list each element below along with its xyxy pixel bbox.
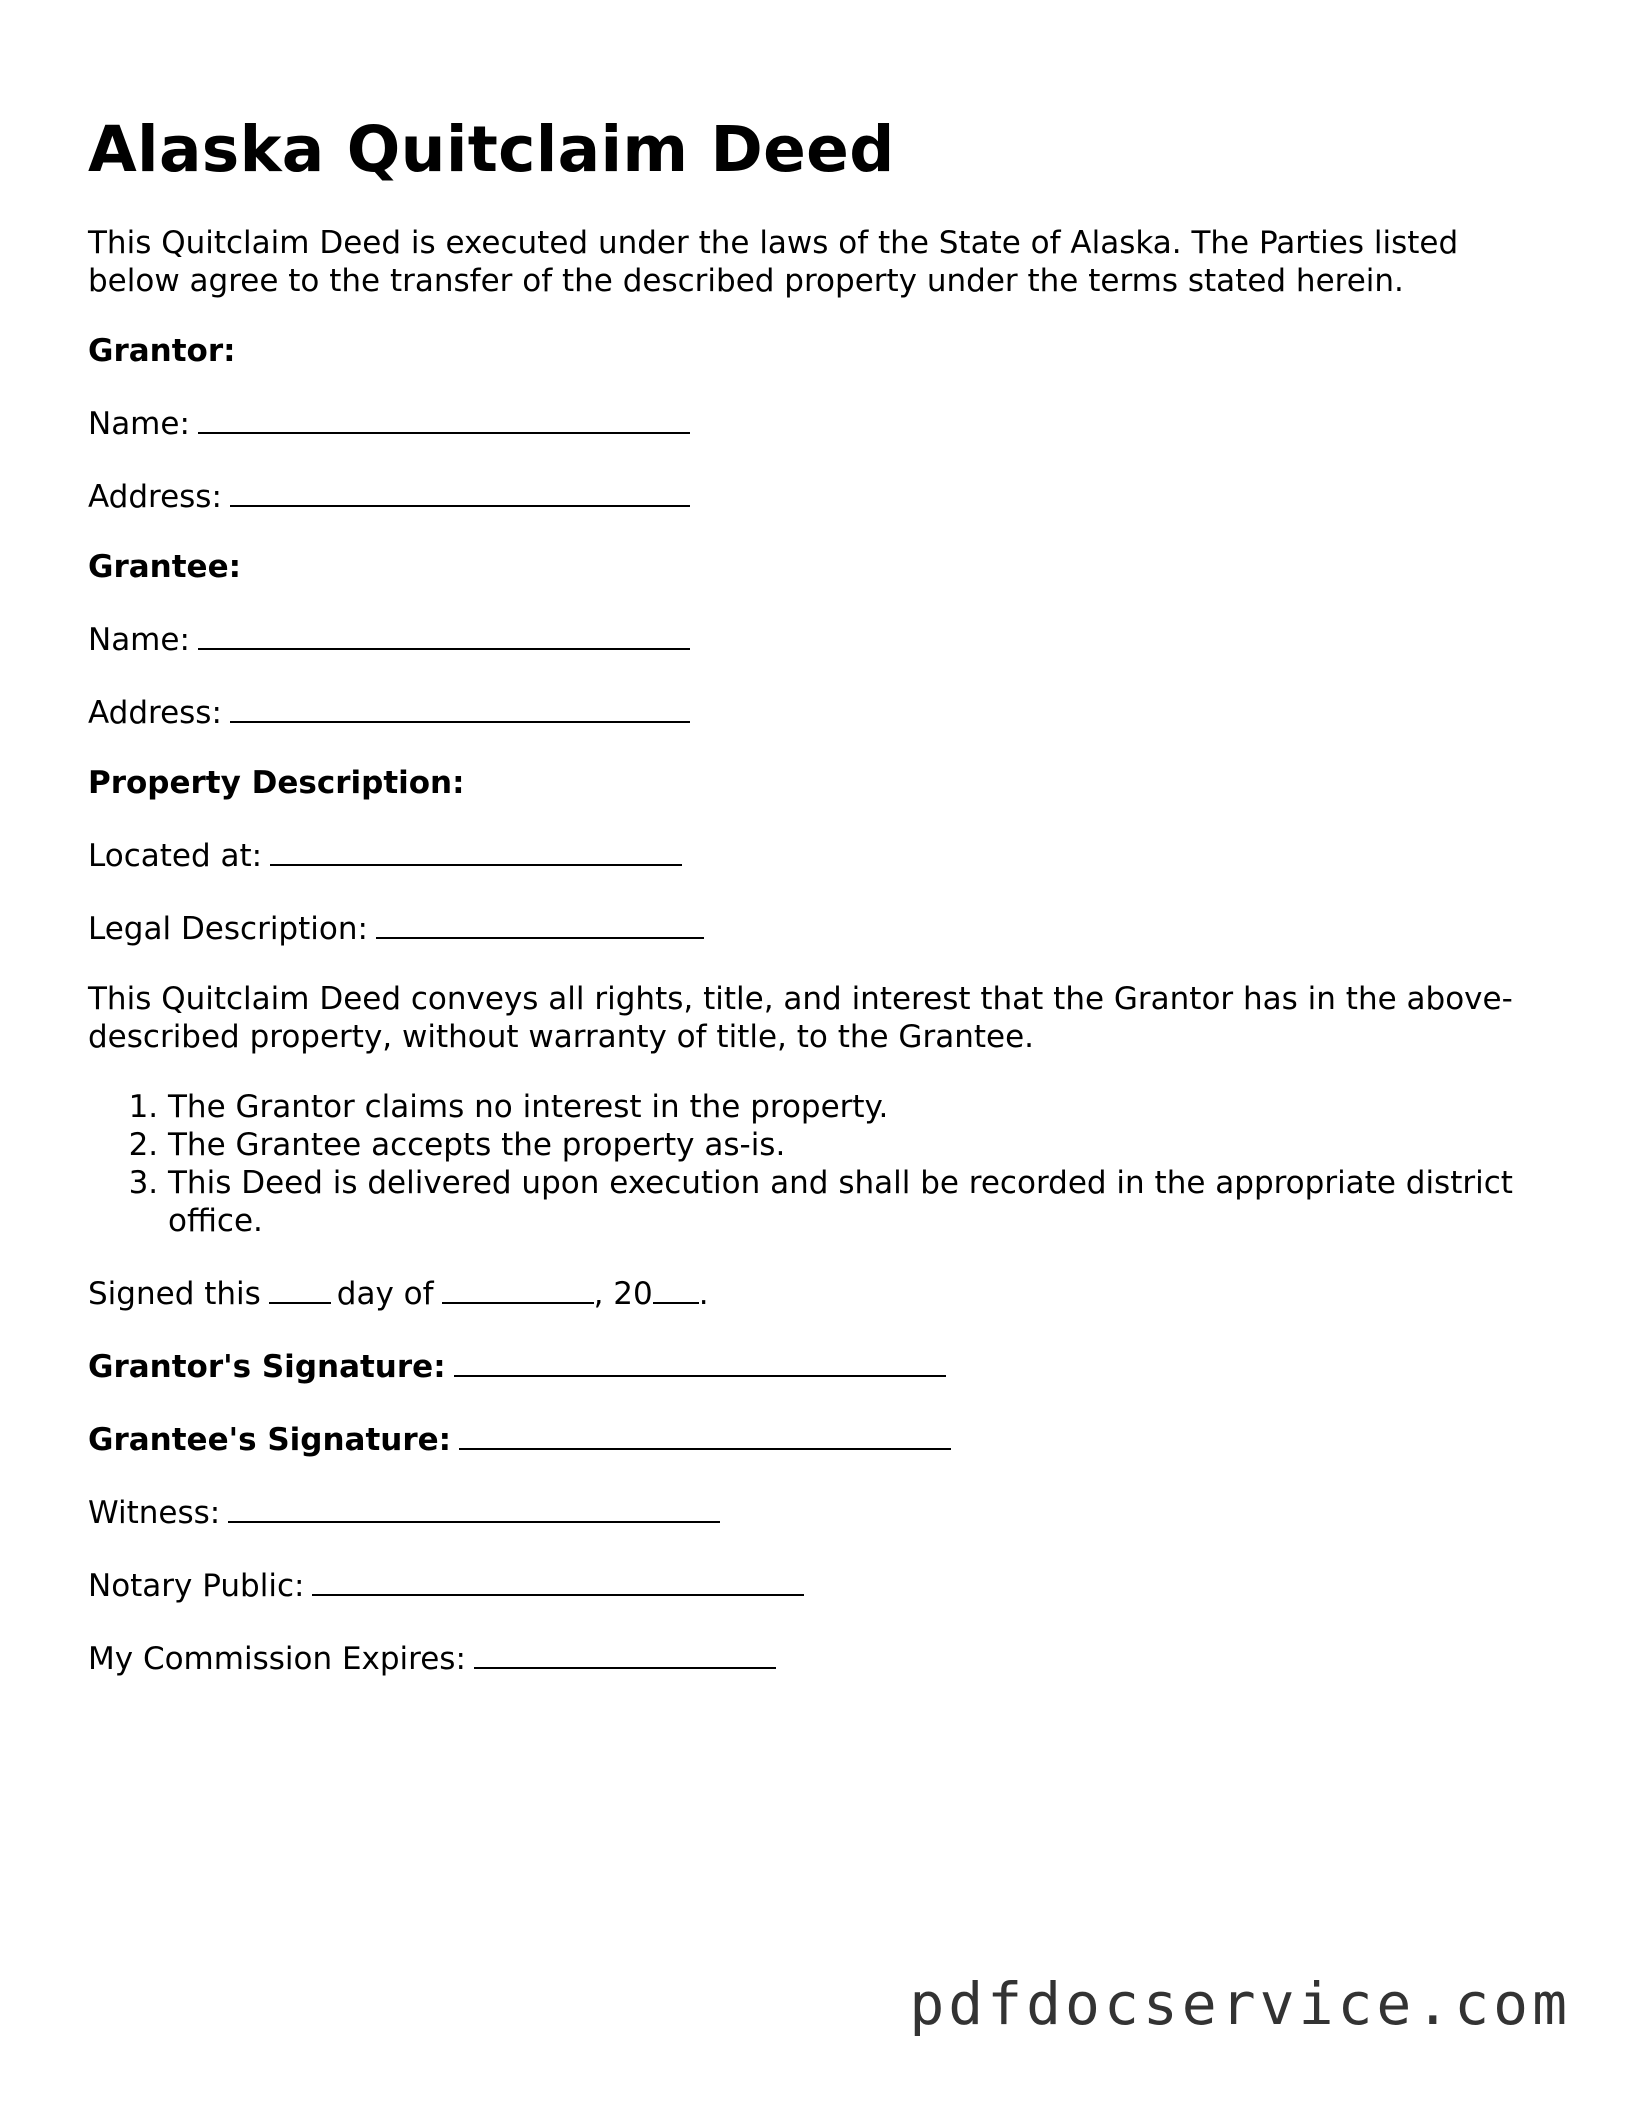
signed-day-text: day of	[336, 1276, 434, 1312]
grantor-signature-label: Grantor's Signature:	[88, 1349, 446, 1385]
grantee-name-blank[interactable]	[198, 618, 690, 650]
grantor-address-label: Address:	[88, 479, 222, 515]
grantee-signature-blank[interactable]	[459, 1418, 951, 1450]
document-title: Alaska Quitclaim Deed	[88, 113, 895, 186]
commission-label: My Commission Expires:	[88, 1641, 466, 1677]
property-located-blank[interactable]	[270, 834, 682, 866]
grantor-name-blank[interactable]	[198, 402, 690, 434]
signed-prefix: Signed this	[88, 1276, 261, 1312]
witness-row	[88, 1491, 1528, 1532]
grantee-address-row	[88, 691, 1528, 732]
signed-year-blank[interactable]	[653, 1272, 699, 1304]
commission-row	[88, 1637, 1528, 1678]
grantee-name-row	[88, 618, 1528, 659]
commission-blank[interactable]	[474, 1637, 776, 1669]
notary-row	[88, 1564, 1528, 1605]
document-page	[88, 108, 1528, 1678]
grantor-name-row	[88, 402, 1528, 443]
intro-paragraph: This Quitclaim Deed is executed under the laws of the State of Alaska. The Parties listed below agree to the transfer of the described property under the terms stated herein.	[88, 225, 1459, 299]
grantee-signature-row	[88, 1418, 1528, 1459]
property-legal-label: Legal Description:	[88, 911, 368, 947]
grantor-heading: Grantor:	[88, 333, 236, 369]
conveyance-paragraph: This Quitclaim Deed conveys all rights, title, and interest that the Grantor has in the above-described property, without warranty of title, to the Grantee.	[88, 981, 1513, 1055]
signed-suffix: .	[698, 1276, 709, 1312]
list-item: 2. The Grantee accepts the property as-is.	[168, 1126, 1528, 1164]
grantee-address-label: Address:	[88, 695, 222, 731]
terms-list	[88, 1088, 1528, 1240]
grantor-signature-blank[interactable]	[454, 1345, 946, 1377]
witness-blank[interactable]	[228, 1491, 720, 1523]
list-item: 1. The Grantor claims no interest in the property.	[168, 1088, 1528, 1126]
notary-blank[interactable]	[312, 1564, 804, 1596]
property-legal-row	[88, 907, 1528, 948]
grantee-signature-label: Grantee's Signature:	[88, 1422, 452, 1458]
signed-year-prefix: , 20	[593, 1276, 653, 1312]
grantor-address-row	[88, 475, 1528, 516]
grantee-name-label: Name:	[88, 622, 190, 658]
signed-day-blank[interactable]	[269, 1272, 331, 1304]
property-located-row	[88, 834, 1528, 875]
grantee-address-blank[interactable]	[230, 691, 690, 723]
grantee-heading: Grantee:	[88, 549, 241, 585]
property-legal-blank[interactable]	[376, 907, 704, 939]
property-heading: Property Description:	[88, 765, 465, 801]
witness-label: Witness:	[88, 1495, 221, 1531]
grantor-signature-row	[88, 1345, 1528, 1386]
grantor-name-label: Name:	[88, 406, 190, 442]
watermark: pdfdocservice.com	[909, 1970, 1571, 2038]
list-item: 3. This Deed is delivered upon execution and shall be recorded in the appropriate district office.	[168, 1164, 1528, 1240]
signed-month-blank[interactable]	[442, 1272, 594, 1304]
signed-date-row	[88, 1272, 1528, 1313]
property-located-label: Located at:	[88, 838, 263, 874]
grantor-address-blank[interactable]	[230, 475, 690, 507]
notary-label: Notary Public:	[88, 1568, 305, 1604]
